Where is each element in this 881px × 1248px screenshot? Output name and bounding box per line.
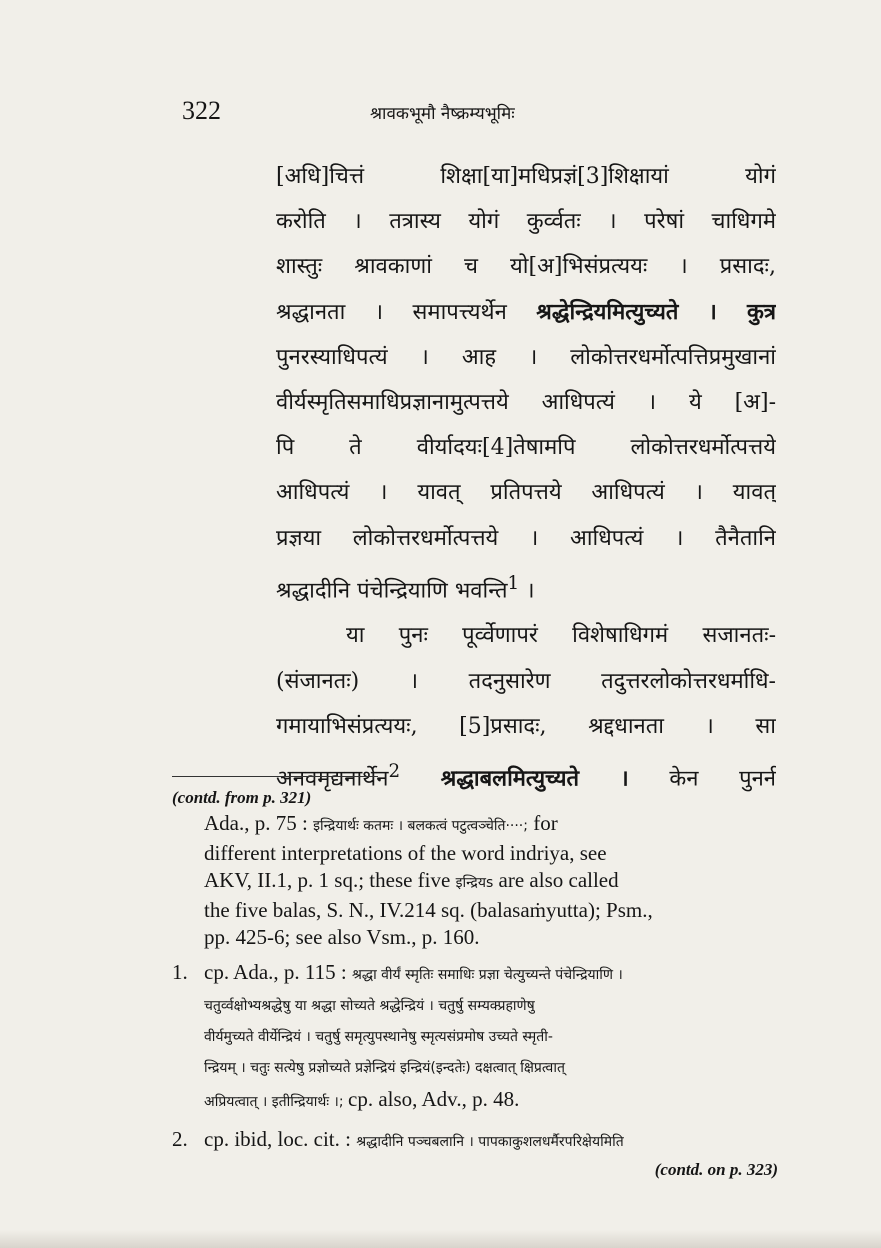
text-fragment: केन पुनर्न — [669, 766, 776, 792]
text-fragment: अनवमृद्यनार्थेन — [276, 766, 389, 792]
note-text: cp. ibid, loc. cit. : — [204, 1127, 351, 1151]
note-text: are also called — [498, 868, 619, 892]
text-line: या पुनः पूर्व्वेणापरं विशेषाधिगमं सजानतः- — [346, 623, 776, 649]
note-line: the five balas, S. N., IV.214 sq. (balasaṁyutta); Psm., — [204, 898, 653, 922]
text-line: करोति । तत्रास्य योगं कुर्व्वतः । परेषां चाधिगमे — [276, 209, 776, 235]
continued-from: (contd. from p. 321) — [172, 788, 312, 807]
page-edge — [0, 1230, 881, 1248]
footnote-1 — [172, 957, 778, 1118]
text-line: पुनरस्याधिपत्यं । आह । लोकोत्तरधर्मोत्पत्तिप्रमुखानां — [276, 344, 776, 370]
note-text: AKV, II.1, p. 1 sq.; these five — [204, 868, 451, 892]
text-line: शास्तुः श्रावकाणां च यो[अ]भिसंप्रत्ययः । प्रसादः, — [276, 254, 776, 280]
text-line: पि ते वीर्यादयः[4]तेषामपि लोकोत्तरधर्मोत्पत्तये — [276, 435, 776, 461]
note-line: वीर्यमुच्यते वीर्येन्द्रियं । चतुर्षु समृत्युपस्थानेषु स्मृत्यसंप्रमोष उच्यते स्मृती- — [204, 1029, 553, 1045]
main-text — [276, 154, 776, 802]
text-fragment: श्रद्धादीनि पंचेन्द्रियाणि भवन्ति — [276, 578, 508, 604]
footnotes — [172, 786, 778, 1182]
text-line: (संजानतः) । तदनुसारेण तदुत्तरलोकोत्तरधर्माधि- — [276, 668, 776, 694]
note-line: चतुर्व्वक्षोभ्यश्रद्धेषु या श्रद्धा सोच्यते श्रद्धेन्द्रियं । चतुर्षु सम्यक्प्रहाणेषु — [204, 998, 535, 1014]
footnote-marker: 1 — [507, 572, 520, 594]
note-line — [204, 1084, 778, 1118]
bold-phrase: श्रद्धाबलमित्युच्यते । — [440, 765, 629, 792]
text-line: प्रज्ञया लोकोत्तरधर्मोत्पत्तये । आधिपत्यं । तैनैतानि — [276, 525, 776, 551]
note-text: Ada., p. 75 : — [204, 811, 308, 835]
text-line: गमायाभिसंप्रत्ययः, [5]प्रसादः, श्रद्दधानता । सा — [276, 713, 776, 739]
footnote-marker: 2 — [388, 760, 401, 782]
bold-phrase: श्रद्धेन्द्रियमित्युच्यते । कुत्र — [536, 298, 776, 325]
note-sanskrit: इन्द्रियs — [455, 875, 494, 891]
footnote-2 — [172, 1124, 778, 1158]
note-line — [204, 1124, 778, 1158]
note-sanskrit: श्रद्धा वीर्यं स्मृतिः समाधिः प्रज्ञा चेत्युच्यन्ते पंचेन्द्रियाणि । — [351, 967, 623, 983]
note-line: pp. 425-6; see also Vsm., p. 160. — [204, 925, 480, 949]
note-text: for — [533, 811, 558, 835]
note-line — [204, 867, 778, 897]
text-line: [अधि]चित्तं शिक्षा[या]मधिप्रज्ञं[3]शिक्षायां योगं — [276, 164, 776, 189]
note-line: न्द्रियम् । चतुः सत्येषु प्रज्ञोच्यते प्रज्ञेन्द्रियं इन्द्रियं(इन्दतेः) दक्षत्वात् क्षिप्रत्वात् — [204, 1060, 565, 1076]
running-title: श्रावकभूमौ नैष्क्रम्यभूमिः — [370, 104, 515, 124]
continued-note — [204, 810, 778, 951]
note-text: cp. also, Adv., p. 48. — [348, 1087, 520, 1111]
text-fragment: । — [519, 578, 535, 604]
footnote-number: 2. — [172, 1127, 188, 1151]
text-line: आधिपत्यं । यावत् प्रतिपत्तये आधिपत्यं । यावत् — [276, 480, 776, 506]
note-sanskrit: इन्द्रियार्थः कतमः । बलकत्वं पटुत्वञ्चेति····; — [313, 818, 528, 834]
note-line — [204, 957, 778, 991]
page-number: 322 — [182, 96, 221, 125]
text-line — [276, 290, 776, 335]
note-text: cp. Ada., p. 115 : — [204, 960, 347, 984]
text-fragment: श्रद्धानता । समापत्त्यर्थेन — [276, 299, 507, 325]
continued-on: (contd. on p. 323) — [654, 1160, 778, 1179]
note-sanskrit: अप्रियत्वात् । इतीन्द्रियार्थः ।; — [204, 1094, 344, 1110]
note-sanskrit: श्रद्धादीनि पञ्चबलानि । पापकाकुशलधर्मैरपरिक्षेयमिति — [356, 1134, 624, 1150]
note-line — [204, 810, 778, 840]
text-line: वीर्यस्मृतिसमाधिप्रज्ञानामुत्पत्तये आधिपत्यं । ये [अ]- — [276, 390, 776, 416]
text-line — [276, 561, 776, 614]
footnote-rule — [172, 776, 378, 777]
note-line: different interpretations of the word indriya, see — [204, 841, 607, 865]
footnote-number: 1. — [172, 960, 188, 984]
